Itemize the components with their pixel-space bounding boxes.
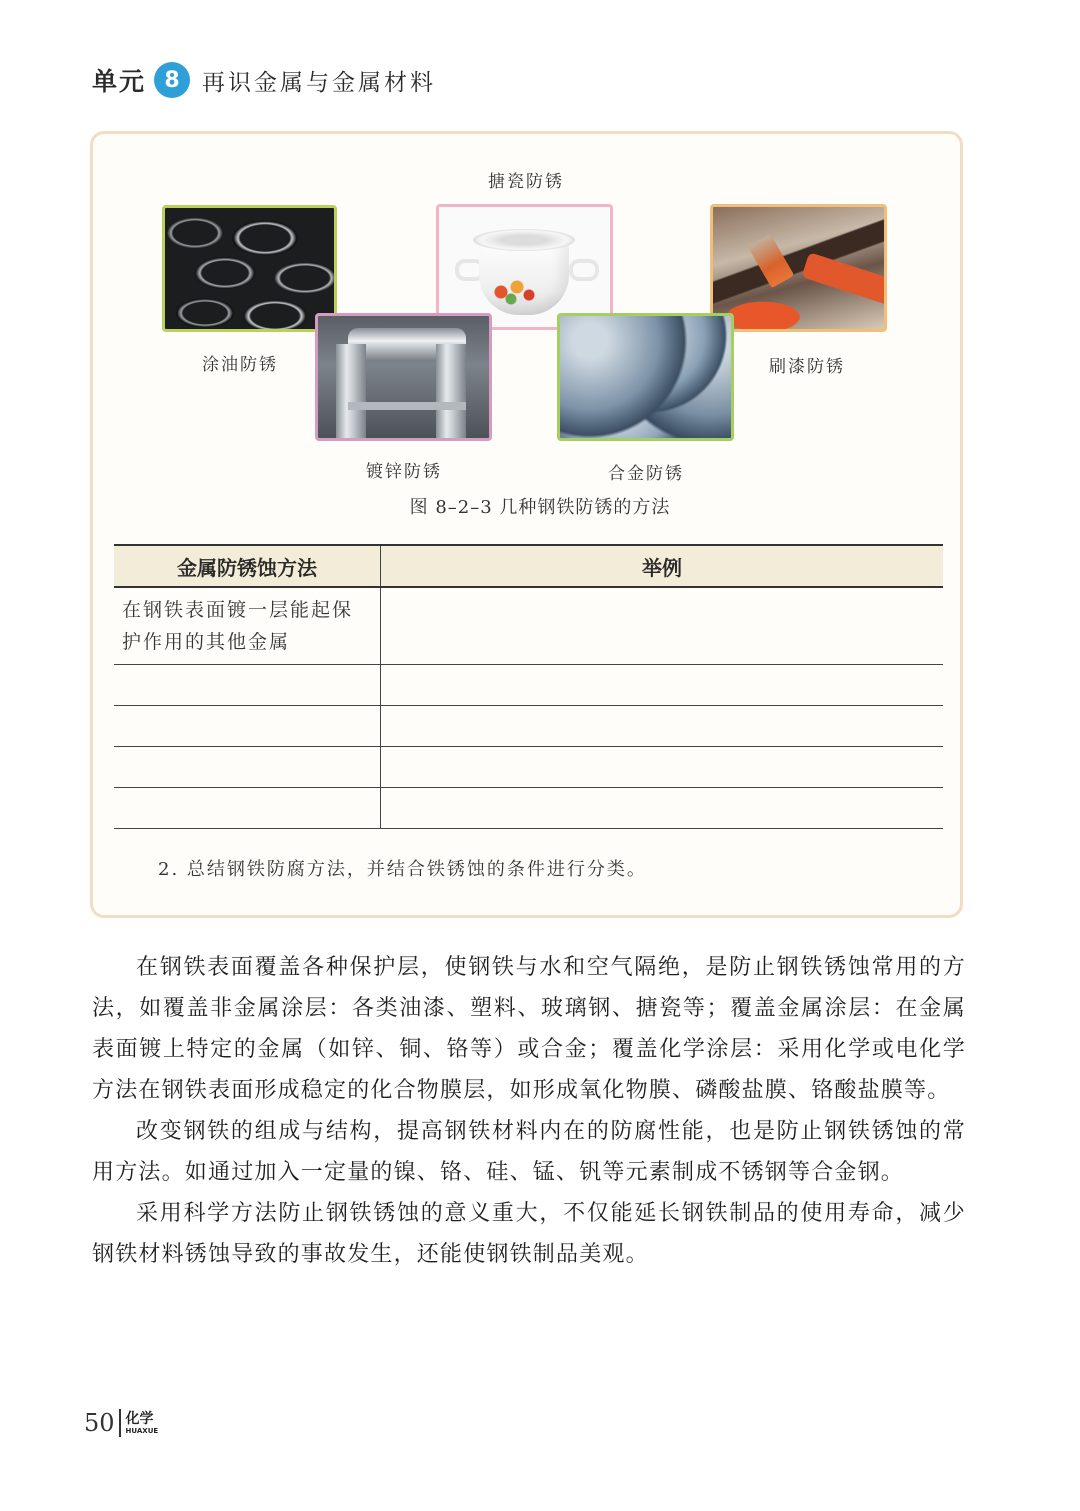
table-cell-example (381, 706, 944, 747)
table-cell-method (114, 747, 381, 788)
pot-handle-right (569, 259, 599, 281)
rust-prevention-table (114, 544, 943, 829)
table-cell-method (114, 788, 381, 829)
unit-label: 单元 (92, 67, 147, 96)
figure-caption: 图 8–2–3 几种钢铁防锈的方法 (409, 497, 671, 518)
table-header-method: 金属防锈蚀方法 (114, 545, 381, 587)
paragraph: 改变钢铁的组成与结构，提高钢铁材料内在的防腐性能，也是防止钢铁锈蚀的常用方法。如通过加入一定量的镍、铬、硅、锰、钒等元素制成不锈钢等合金钢。 (92, 1119, 966, 1185)
table-cell-method (114, 665, 381, 706)
enamel-pot-photo (436, 204, 613, 330)
pot-rim (473, 229, 575, 251)
subject-pinyin: HUAXUE (125, 1426, 159, 1435)
table-cell-example (381, 587, 944, 665)
caption-oil: 涂油防锈 (202, 355, 278, 375)
unit-header (92, 58, 436, 102)
caption-zinc: 镀锌防锈 (366, 462, 442, 482)
unit-number-badge: 8 (154, 62, 190, 98)
paragraph: 在钢铁表面覆盖各种保护层，使钢铁与水和空气隔绝，是防止钢铁锈蚀常用的方法，如覆盖非金属涂层：各类油漆、塑料、玻璃钢、搪瓷等；覆盖金属涂层：在金属表面镀上特定的金属（如锌、铜、铬等）或合金；覆盖化学涂层：采用化学或电化学方法在钢铁表面形成稳定的化合物膜层，如形成氧化物膜、磷酸盐膜、铬酸盐膜等。 (92, 955, 966, 1103)
table-cell-method (114, 706, 381, 747)
table-cell-example (381, 665, 944, 706)
galvanized-duct-photo (315, 313, 492, 441)
unit-title: 再识金属与金属材料 (202, 69, 437, 96)
table-header-example: 举例 (381, 545, 944, 587)
table-cell-method: 在钢铁表面镀一层能起保护作用的其他金属 (114, 587, 381, 665)
body-text (92, 947, 966, 1275)
page-footer (84, 1407, 158, 1439)
subject-name: 化学 (125, 1410, 154, 1427)
duct-vertical-left (336, 344, 366, 441)
pot-flower-decoration (489, 277, 539, 307)
table-cell-example (381, 747, 944, 788)
question-2: 2. 总结钢铁防腐方法，并结合铁锈蚀的条件进行分类。 (158, 859, 647, 880)
paragraph: 采用科学方法防止钢铁锈蚀的意义重大，不仅能延长钢铁制品的使用寿命，减少钢铁材料锈蚀导致的事故发生，还能使钢铁制品美观。 (92, 1201, 966, 1267)
caption-alloy: 合金防锈 (608, 464, 684, 484)
caption-enamel: 搪瓷防锈 (488, 172, 564, 192)
paint-brush (748, 234, 795, 289)
table-cell-example (381, 788, 944, 829)
page-number: 50 (84, 1409, 115, 1437)
subject-label (126, 1412, 159, 1435)
painted-bar (801, 252, 887, 308)
alloy-cylinders-photo (557, 313, 734, 441)
duct-crossbar (348, 402, 466, 410)
table-row (114, 706, 943, 747)
footer-divider (119, 1409, 121, 1437)
caption-paint: 刷漆防锈 (769, 357, 845, 377)
table-row (114, 747, 943, 788)
table-row (114, 665, 943, 706)
oiled-rings-photo (162, 205, 337, 332)
table-row (114, 587, 943, 665)
painting-photo (710, 204, 887, 332)
duct-vertical-right (436, 344, 466, 441)
table-row (114, 788, 943, 829)
